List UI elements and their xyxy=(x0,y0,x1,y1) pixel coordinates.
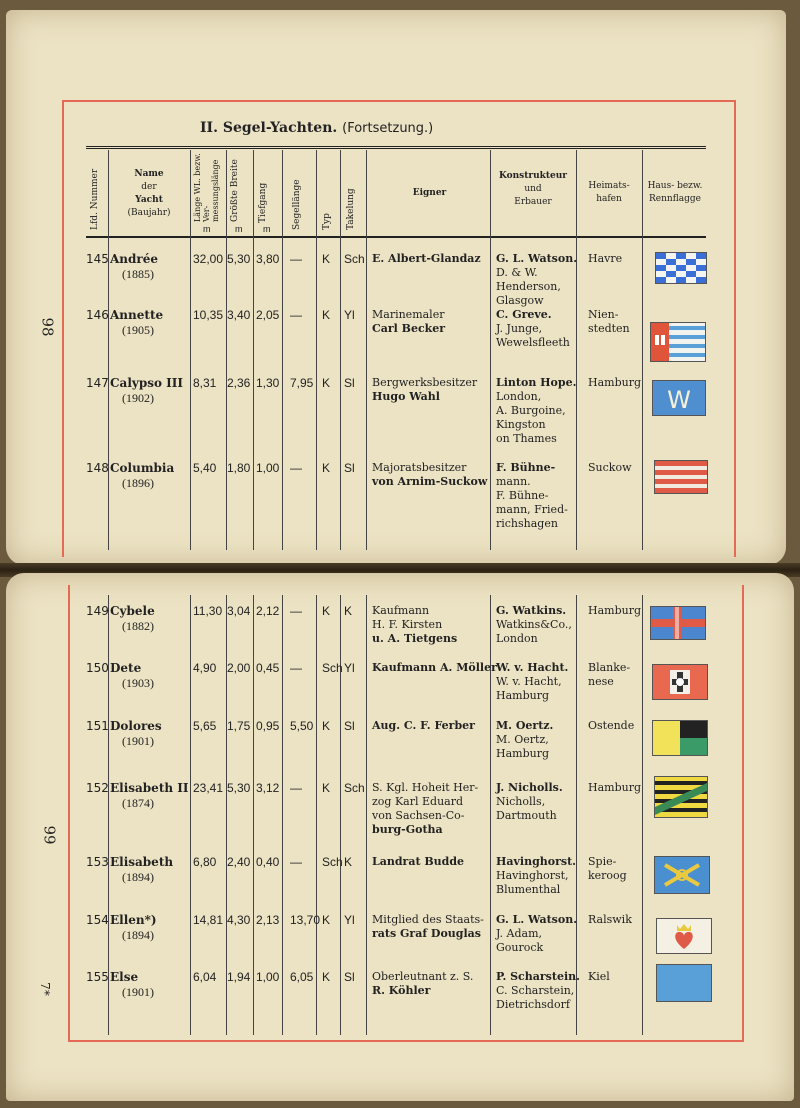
builder-line: P. Scharstein. xyxy=(496,970,580,983)
type-value: K xyxy=(322,970,331,984)
builder-line: W. v. Hacht. xyxy=(496,661,569,674)
header-name xyxy=(110,168,188,220)
yacht-name: Else xyxy=(110,970,139,984)
column-rule xyxy=(190,150,191,550)
yacht-name: Calypso III xyxy=(110,376,184,390)
width-value: 2,36 xyxy=(227,376,251,390)
column-rule xyxy=(226,150,227,550)
build-year: (1882) xyxy=(122,619,154,633)
owner-line: Hugo Wahl xyxy=(372,390,440,403)
column-rule xyxy=(642,150,643,550)
builder-line: Gourock xyxy=(496,941,544,954)
depth-value: 1,30 xyxy=(256,376,280,390)
header-name-1: Name xyxy=(134,169,164,179)
column-rule xyxy=(253,150,254,550)
home-port-line: Ostende xyxy=(588,719,635,732)
type-value: K xyxy=(322,604,331,618)
home-port-line: Blanke- xyxy=(588,661,631,674)
builder-line: G. Watkins. xyxy=(496,604,567,617)
length-value: 14,81 xyxy=(193,913,224,927)
length-value: 4,90 xyxy=(193,661,217,675)
row-number: 148 xyxy=(86,461,109,475)
owner-line: E. Albert-Glandaz xyxy=(372,252,481,265)
row-number: 147 xyxy=(86,376,109,390)
owner-line: H. F. Kirsten xyxy=(372,618,443,631)
length-value: 10,35 xyxy=(193,308,224,322)
depth-value: 0,45 xyxy=(256,661,280,675)
builder-line: Havinghorst, xyxy=(496,869,569,882)
width-value: 2,40 xyxy=(227,855,251,869)
length-value: 5,65 xyxy=(193,719,217,733)
flag-crossed-horns xyxy=(654,856,710,894)
yacht-name: Elisabeth xyxy=(110,855,174,869)
builder-line: M. Oertz, xyxy=(496,733,549,746)
width-value: 3,04 xyxy=(227,604,251,618)
flag-checkered-blue xyxy=(655,252,707,284)
build-year: (1894) xyxy=(122,928,154,942)
builder-line: richshagen xyxy=(496,517,558,530)
column-rule xyxy=(576,595,577,1035)
length-value: 23,41 xyxy=(193,781,224,795)
builder-line: J. Adam, xyxy=(496,927,543,940)
type-value: K xyxy=(322,252,331,266)
row-number: 146 xyxy=(86,308,109,322)
yacht-name: Cybele xyxy=(110,604,155,618)
builder-line: London xyxy=(496,632,538,645)
column-rule xyxy=(282,150,283,550)
column-rule xyxy=(366,150,367,550)
type-value: K xyxy=(322,376,331,390)
length-value: 8,31 xyxy=(193,376,217,390)
header-name-3: Yacht xyxy=(135,195,163,205)
owner-line: Mitglied des Staats- xyxy=(372,913,484,926)
build-year: (1905) xyxy=(122,323,154,337)
section-title-cont: (Fortsetzung.) xyxy=(342,121,434,136)
header-builder-1: Konstrukteur xyxy=(498,171,568,181)
home-port-line: Ralswik xyxy=(588,913,632,926)
builder-line: G. L. Watson. xyxy=(496,252,578,265)
width-value: 3,40 xyxy=(227,308,251,322)
builder-line: Nicholls, xyxy=(496,795,546,808)
flag-quartered xyxy=(652,720,708,756)
build-year: (1894) xyxy=(122,870,154,884)
row-number: 150 xyxy=(86,661,109,675)
owner-line: Marinemaler xyxy=(372,308,445,321)
sail-value: — xyxy=(290,781,302,795)
yacht-name: Andrée xyxy=(110,252,159,266)
sail-value: — xyxy=(290,461,302,475)
builder-line: Hamburg xyxy=(496,747,550,760)
rig-value: Sch xyxy=(344,252,365,266)
home-port-line: Hamburg xyxy=(588,376,642,389)
header-port-2: hafen xyxy=(596,194,622,204)
header-rig: Takelung xyxy=(346,188,356,230)
build-year: (1874) xyxy=(122,796,154,810)
header-sail: Segellänge xyxy=(292,179,302,230)
length-value: 6,80 xyxy=(193,855,217,869)
home-port-line: Havre xyxy=(588,252,623,265)
builder-line: Glasgow xyxy=(496,294,544,307)
header-length: Länge WL. bezw. Ver-messungslänge xyxy=(193,153,220,222)
header-port xyxy=(578,180,640,206)
row-number: 145 xyxy=(86,252,109,266)
sail-value: 7,95 xyxy=(290,376,314,390)
flag-striped-red-canton xyxy=(650,322,706,362)
header-name-4: (Baujahr) xyxy=(127,208,171,218)
flag-heart-crown xyxy=(656,918,712,954)
home-port-line: nese xyxy=(588,675,614,688)
depth-value: 2,12 xyxy=(256,604,280,618)
home-port-line: Suckow xyxy=(588,461,632,474)
build-year: (1901) xyxy=(122,985,154,999)
rig-value: Yl xyxy=(344,308,355,322)
rig-value: Yl xyxy=(344,661,355,675)
column-rule xyxy=(490,150,491,550)
build-year: (1901) xyxy=(122,734,154,748)
builder-line: W. v. Hacht, xyxy=(496,675,562,688)
width-value: 1,80 xyxy=(227,461,251,475)
header-name-2: der xyxy=(141,182,157,192)
flag-red-cross-emblem xyxy=(652,664,708,700)
header-flag-2: Rennflagge xyxy=(649,194,701,204)
builder-line: Blumenthal xyxy=(496,883,561,896)
owner-line: Landrat Budde xyxy=(372,855,465,868)
rig-value: K xyxy=(344,855,353,869)
flag-red-white-stripes xyxy=(654,460,708,494)
width-value: 5,30 xyxy=(227,781,251,795)
builder-line: Dietrichsdorf xyxy=(496,998,570,1011)
section-title-main: II. Segel-Yachten. xyxy=(200,120,338,136)
header-top-rule xyxy=(86,146,706,149)
yacht-name: Dolores xyxy=(110,719,162,733)
width-value: 4,30 xyxy=(227,913,251,927)
rig-value: Sl xyxy=(344,970,355,984)
home-port-line: keroog xyxy=(588,869,627,882)
yacht-name: Elisabeth II xyxy=(110,781,189,795)
header-type: Typ xyxy=(322,213,332,230)
unit-width: m xyxy=(235,224,243,234)
builder-line: Linton Hope. xyxy=(496,376,577,389)
builder-line: F. Bühne- xyxy=(496,489,549,502)
type-value: Sch xyxy=(322,855,343,869)
builder-line: D. & W. xyxy=(496,266,538,279)
column-rule xyxy=(576,150,577,550)
builder-line: Watkins&Co., xyxy=(496,618,572,631)
unit-length: m xyxy=(203,224,211,234)
length-value: 11,30 xyxy=(193,604,223,618)
home-port-line: Spie- xyxy=(588,855,617,868)
build-year: (1885) xyxy=(122,267,154,281)
signature-mark: 7* xyxy=(37,982,52,996)
builder-line: J. Junge, xyxy=(496,322,543,335)
rig-value: Sl xyxy=(344,719,355,733)
owner-line: Kaufmann A. Möller xyxy=(372,661,497,674)
owner-line: Carl Becker xyxy=(372,322,446,335)
column-rule xyxy=(316,595,317,1035)
column-rule xyxy=(340,150,341,550)
yacht-name: Annette xyxy=(110,308,164,322)
rig-value: Sl xyxy=(344,376,355,390)
column-rule xyxy=(108,150,109,550)
home-port-line: Hamburg xyxy=(588,604,642,617)
width-value: 5,30 xyxy=(227,252,251,266)
sail-value: 13,70 xyxy=(290,913,321,927)
header-port-1: Heimats- xyxy=(588,181,630,191)
owner-line: u. A. Tietgens xyxy=(372,632,458,645)
owner-line: Bergwerksbesitzer xyxy=(372,376,478,389)
owner-line: R. Köhler xyxy=(372,984,431,997)
owner-line: von Arnim-Suckow xyxy=(372,475,488,488)
sail-value: 5,50 xyxy=(290,719,314,733)
builder-line: Wewelsfleeth xyxy=(496,336,570,349)
header-flag xyxy=(642,180,708,206)
header-nr: Lfd. Nummer xyxy=(90,168,100,230)
header-builder xyxy=(492,170,574,209)
yacht-name: Ellen*) xyxy=(110,913,157,927)
builder-line: C. Scharstein, xyxy=(496,984,575,997)
depth-value: 3,12 xyxy=(256,781,280,795)
row-number: 154 xyxy=(86,913,109,927)
sail-value: — xyxy=(290,308,302,322)
builder-line: G. L. Watson. xyxy=(496,913,578,926)
builder-line: M. Oertz. xyxy=(496,719,554,732)
builder-line: F. Bühne- xyxy=(496,461,556,474)
svg-text:W: W xyxy=(667,386,691,414)
row-number: 152 xyxy=(86,781,109,795)
owner-line: burg-Gotha xyxy=(372,823,443,836)
yacht-name: Dete xyxy=(110,661,142,675)
rig-value: Sl xyxy=(344,461,355,475)
header-owner: Eigner xyxy=(412,188,447,198)
depth-value: 3,80 xyxy=(256,252,280,266)
type-value: K xyxy=(322,719,331,733)
column-rule xyxy=(190,595,191,1035)
owner-line: S. Kgl. Hoheit Her- xyxy=(372,781,479,794)
depth-value: 0,40 xyxy=(256,855,280,869)
depth-value: 2,05 xyxy=(256,308,280,322)
owner-line: Aug. C. F. Ferber xyxy=(372,719,475,732)
home-port-line: Kiel xyxy=(588,970,610,983)
flag-blue-red-cross xyxy=(650,606,706,640)
column-rule xyxy=(282,595,283,1035)
type-value: K xyxy=(322,781,331,795)
owner-line: rats Graf Douglas xyxy=(372,927,481,940)
owner-line: Kaufmann xyxy=(372,604,430,617)
header-depth: Tiefgang xyxy=(258,182,268,223)
flag-w-blue xyxy=(652,380,706,416)
type-value: K xyxy=(322,461,331,475)
yacht-name: Columbia xyxy=(110,461,175,475)
builder-line: Hamburg xyxy=(496,689,550,702)
build-year: (1896) xyxy=(122,476,154,490)
sail-value: — xyxy=(290,252,302,266)
sail-value: — xyxy=(290,604,302,618)
builder-line: mann. xyxy=(496,475,531,488)
home-port-line: Nien- xyxy=(588,308,619,321)
header-flag-1: Haus- bezw. xyxy=(647,181,703,191)
column-rule xyxy=(316,150,317,550)
build-year: (1903) xyxy=(122,676,154,690)
page-number-bottom: 99 xyxy=(40,825,59,845)
owner-line: von Sachsen-Co- xyxy=(372,809,465,822)
header-bottom-rule xyxy=(86,236,706,238)
type-value: K xyxy=(322,308,331,322)
sail-value: — xyxy=(290,855,302,869)
builder-line: Henderson, xyxy=(496,280,561,293)
header-builder-2: und xyxy=(524,184,542,194)
row-number: 153 xyxy=(86,855,109,869)
sail-value: — xyxy=(290,661,302,675)
length-value: 6,04 xyxy=(193,970,217,984)
builder-line: mann, Fried- xyxy=(496,503,568,516)
builder-line: C. Greve. xyxy=(496,308,552,321)
owner-line: Oberleutnant z. S. xyxy=(372,970,474,983)
length-value: 5,40 xyxy=(193,461,217,475)
build-year: (1902) xyxy=(122,391,154,405)
row-number: 149 xyxy=(86,604,109,618)
width-value: 1,75 xyxy=(227,719,251,733)
depth-value: 2,13 xyxy=(256,913,280,927)
length-value: 32,00 xyxy=(193,252,224,266)
row-number: 151 xyxy=(86,719,109,733)
type-value: Sch xyxy=(322,661,343,675)
rig-value: Yl xyxy=(344,913,355,927)
home-port-line: stedten xyxy=(588,322,630,335)
type-value: K xyxy=(322,913,331,927)
unit-depth: m xyxy=(263,224,271,234)
width-value: 2,00 xyxy=(227,661,251,675)
builder-line: A. Burgoine, xyxy=(496,404,566,417)
builder-line: Havinghorst. xyxy=(496,855,577,868)
column-rule xyxy=(366,595,367,1035)
flag-saxony-crown xyxy=(654,776,708,818)
page-number-top: 98 xyxy=(38,317,57,337)
builder-line: Kingston xyxy=(496,418,546,431)
depth-value: 0,95 xyxy=(256,719,280,733)
column-rule xyxy=(642,595,643,1035)
home-port-line: Hamburg xyxy=(588,781,642,794)
depth-value: 1,00 xyxy=(256,461,280,475)
rig-value: Sch xyxy=(344,781,365,795)
width-value: 1,94 xyxy=(227,970,251,984)
builder-line: J. Nicholls. xyxy=(496,781,563,794)
sail-value: 6,05 xyxy=(290,970,314,984)
builder-line: London, xyxy=(496,390,542,403)
rig-value: K xyxy=(344,604,353,618)
column-rule xyxy=(253,595,254,1035)
row-number: 155 xyxy=(86,970,109,984)
builder-line: on Thames xyxy=(496,432,557,445)
builder-line: Dartmouth xyxy=(496,809,557,822)
depth-value: 1,00 xyxy=(256,970,280,984)
header-builder-3: Erbauer xyxy=(514,197,552,207)
owner-line: Majoratsbesitzer xyxy=(372,461,467,474)
section-title xyxy=(200,120,620,136)
owner-line: zog Karl Eduard xyxy=(372,795,464,808)
header-width: Größte Breite xyxy=(230,159,240,222)
flag-plain-blue xyxy=(656,964,712,1002)
